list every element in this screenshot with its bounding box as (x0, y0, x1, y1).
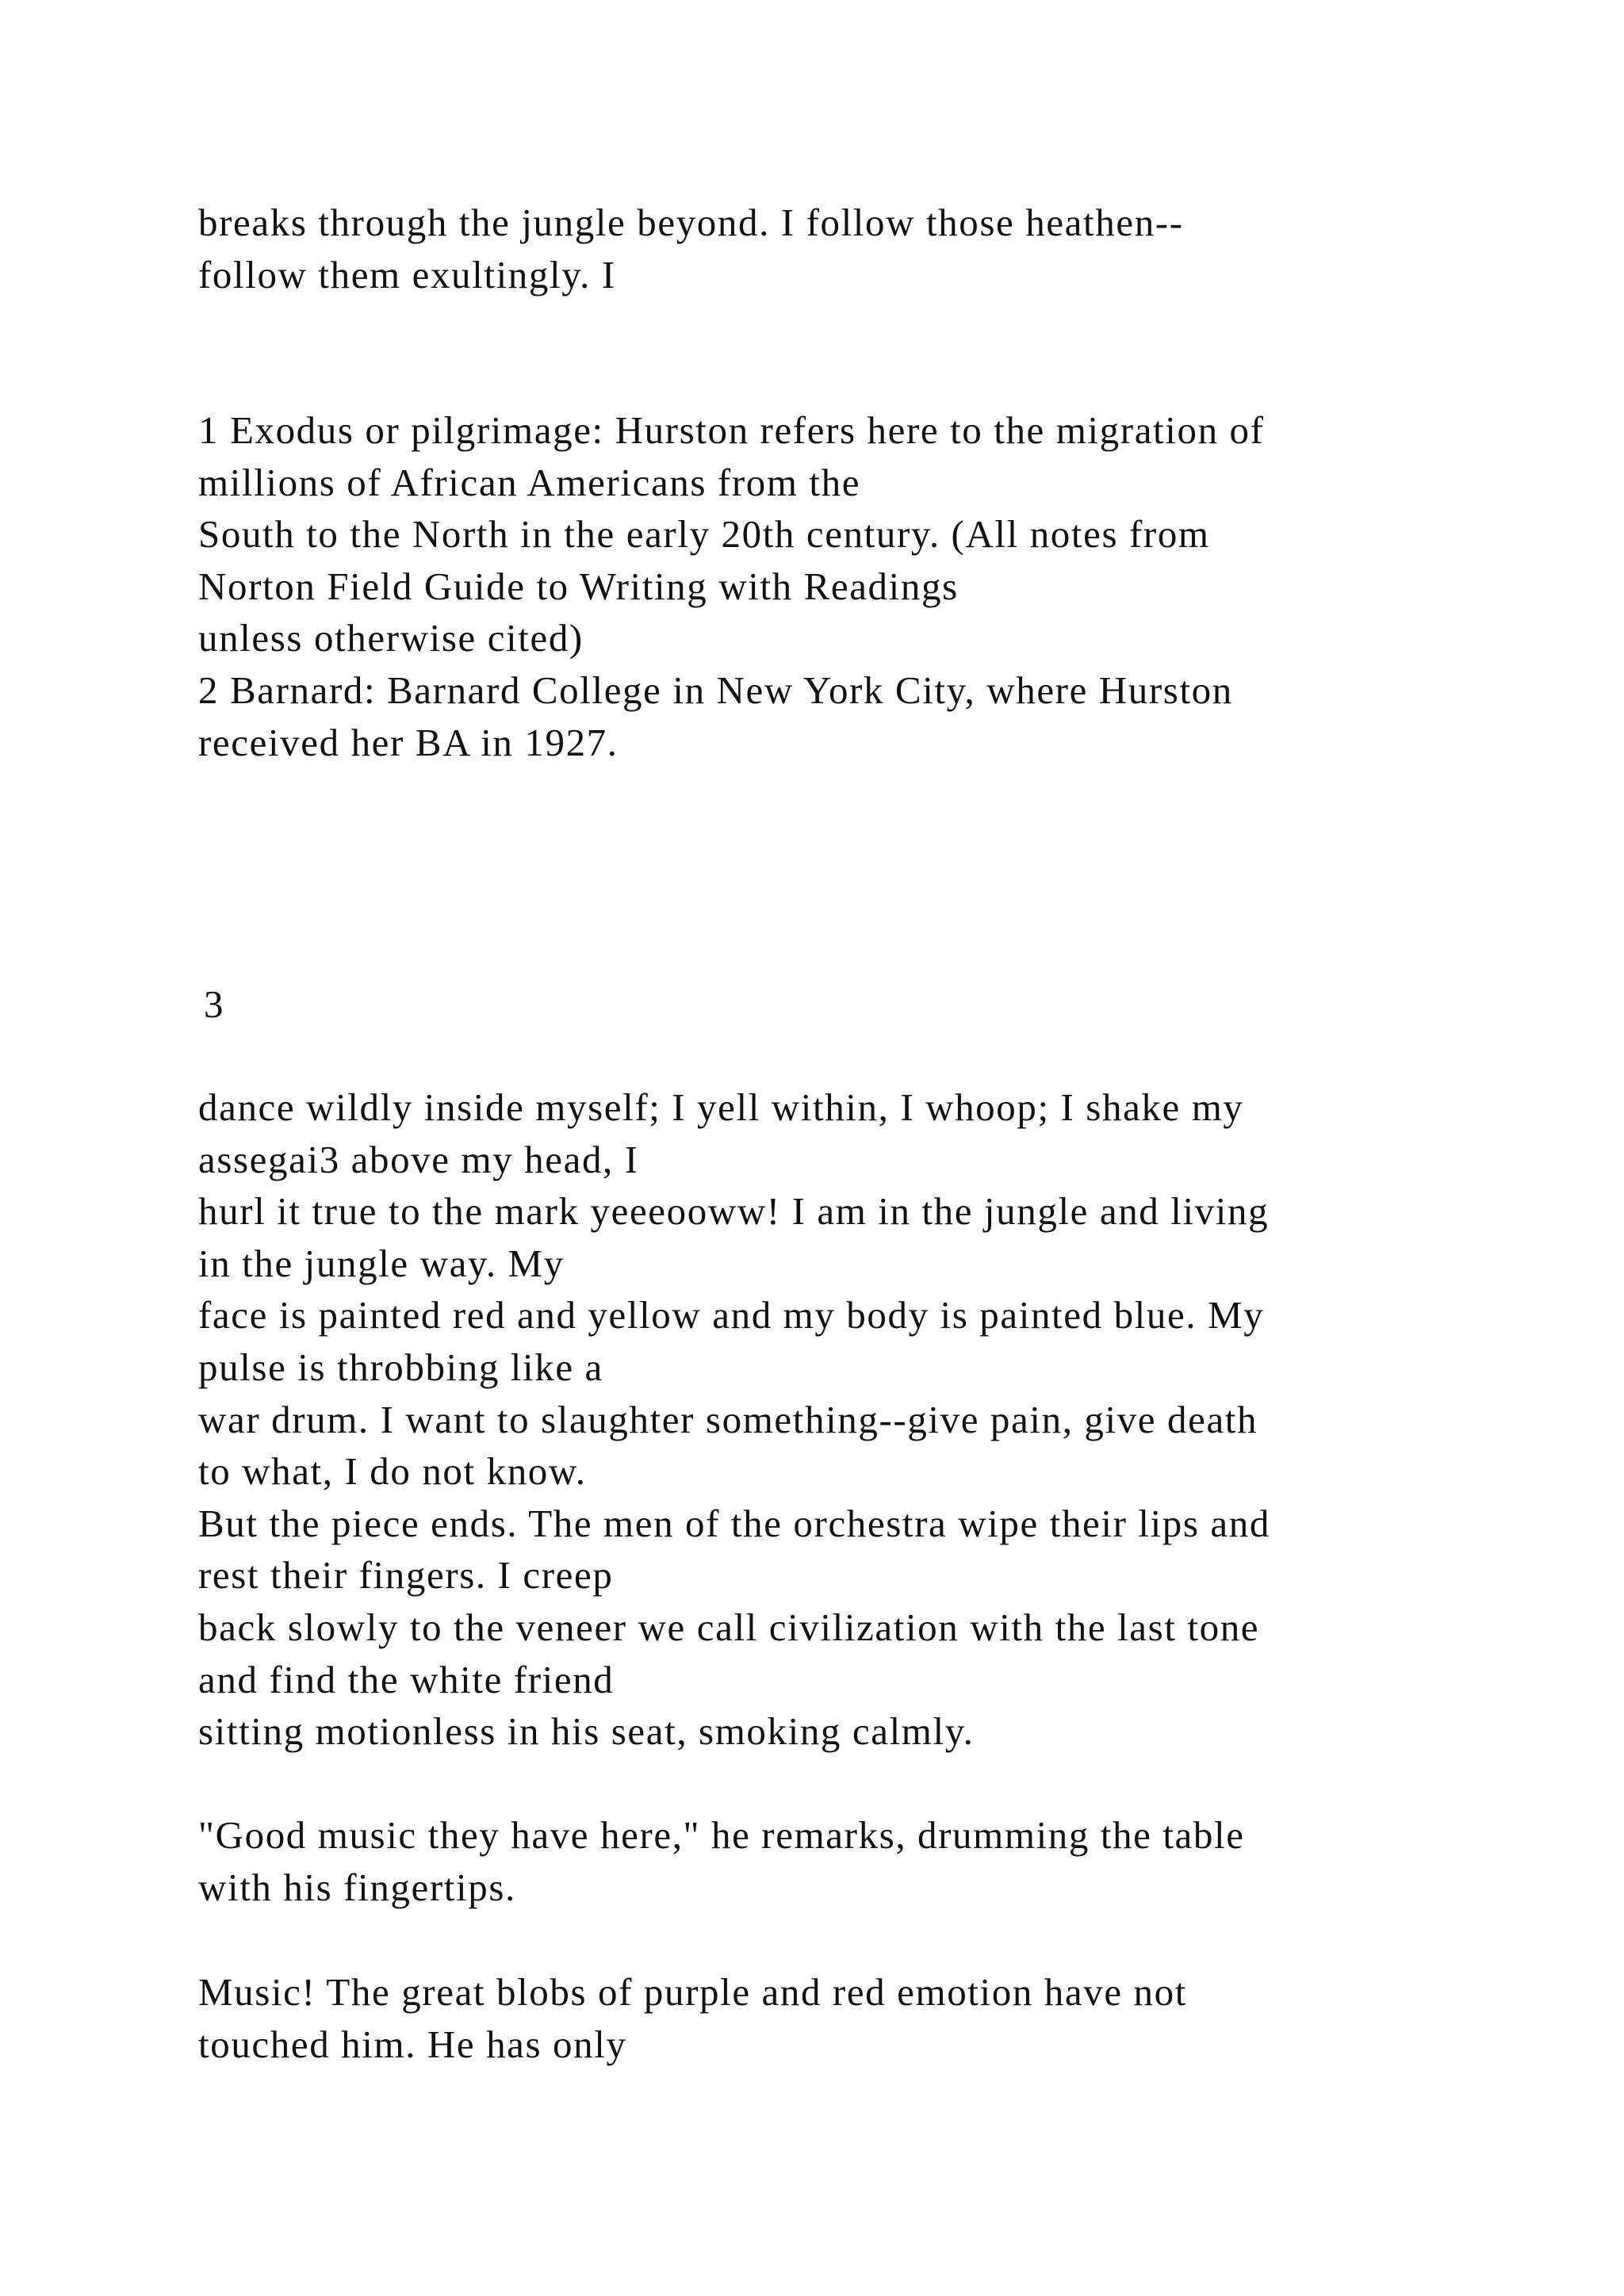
page-number: 3 (204, 982, 224, 1026)
text-line: assegai3 above my head, I (198, 1137, 639, 1181)
text-line: back slowly to the veneer we call civilization with the last tone (198, 1605, 1260, 1649)
text-line: and find the white friend (198, 1657, 615, 1701)
text-line: war drum. I want to slaughter something--give pain, give death (198, 1397, 1258, 1441)
paragraph-2 (198, 1809, 1594, 1913)
text-line: Music! The great blobs of purple and red emotion have not (198, 1970, 1187, 2014)
footnotes (198, 404, 1594, 768)
text-line: in the jungle way. My (198, 1241, 565, 1285)
text-line: hurl it true to the mark yeeeooww! I am in the jungle and living (198, 1189, 1270, 1234)
text-line: with his fingertips. (198, 1865, 516, 1909)
text-line: face is painted red and yellow and my body is painted blue. My (198, 1293, 1265, 1337)
footnote-line: 2 Barnard: Barnard College in New York City, where Hurston (198, 668, 1233, 712)
text-line: dance wildly inside myself; I yell within, I whoop; I shake my (198, 1085, 1244, 1129)
text-line: breaks through the jungle beyond. I follow those heathen-- (198, 201, 1184, 244)
footnote-line: unless otherwise cited) (198, 616, 584, 660)
paragraph-1 (198, 1081, 1594, 1758)
text-line: pulse is throbbing like a (198, 1345, 603, 1389)
footnote-line: millions of African Americans from the (198, 460, 861, 504)
text-line: touched him. He has only (198, 2022, 627, 2066)
text-line: rest their fingers. I creep (198, 1553, 614, 1598)
footnote-line: received her BA in 1927. (198, 720, 619, 764)
footnote-line: South to the North in the early 20th century. (All notes from (198, 512, 1210, 557)
footnote-line: Norton Field Guide to Writing with Readings (198, 564, 959, 608)
paragraph-3 (198, 1966, 1594, 2070)
text-line: But the piece ends. The men of the orchestra wipe their lips and (198, 1501, 1270, 1545)
text-line: follow them exultingly. I (198, 252, 616, 297)
footnote-line: 1 Exodus or pilgrimage: Hurston refers here to the migration of (198, 408, 1265, 452)
text-line: sitting motionless in his seat, smoking calmly. (198, 1709, 975, 1754)
text-line: "Good music they have here," he remarks, drumming the table (198, 1813, 1245, 1857)
text-line: to what, I do not know. (198, 1449, 587, 1494)
top-passage (198, 197, 1594, 300)
